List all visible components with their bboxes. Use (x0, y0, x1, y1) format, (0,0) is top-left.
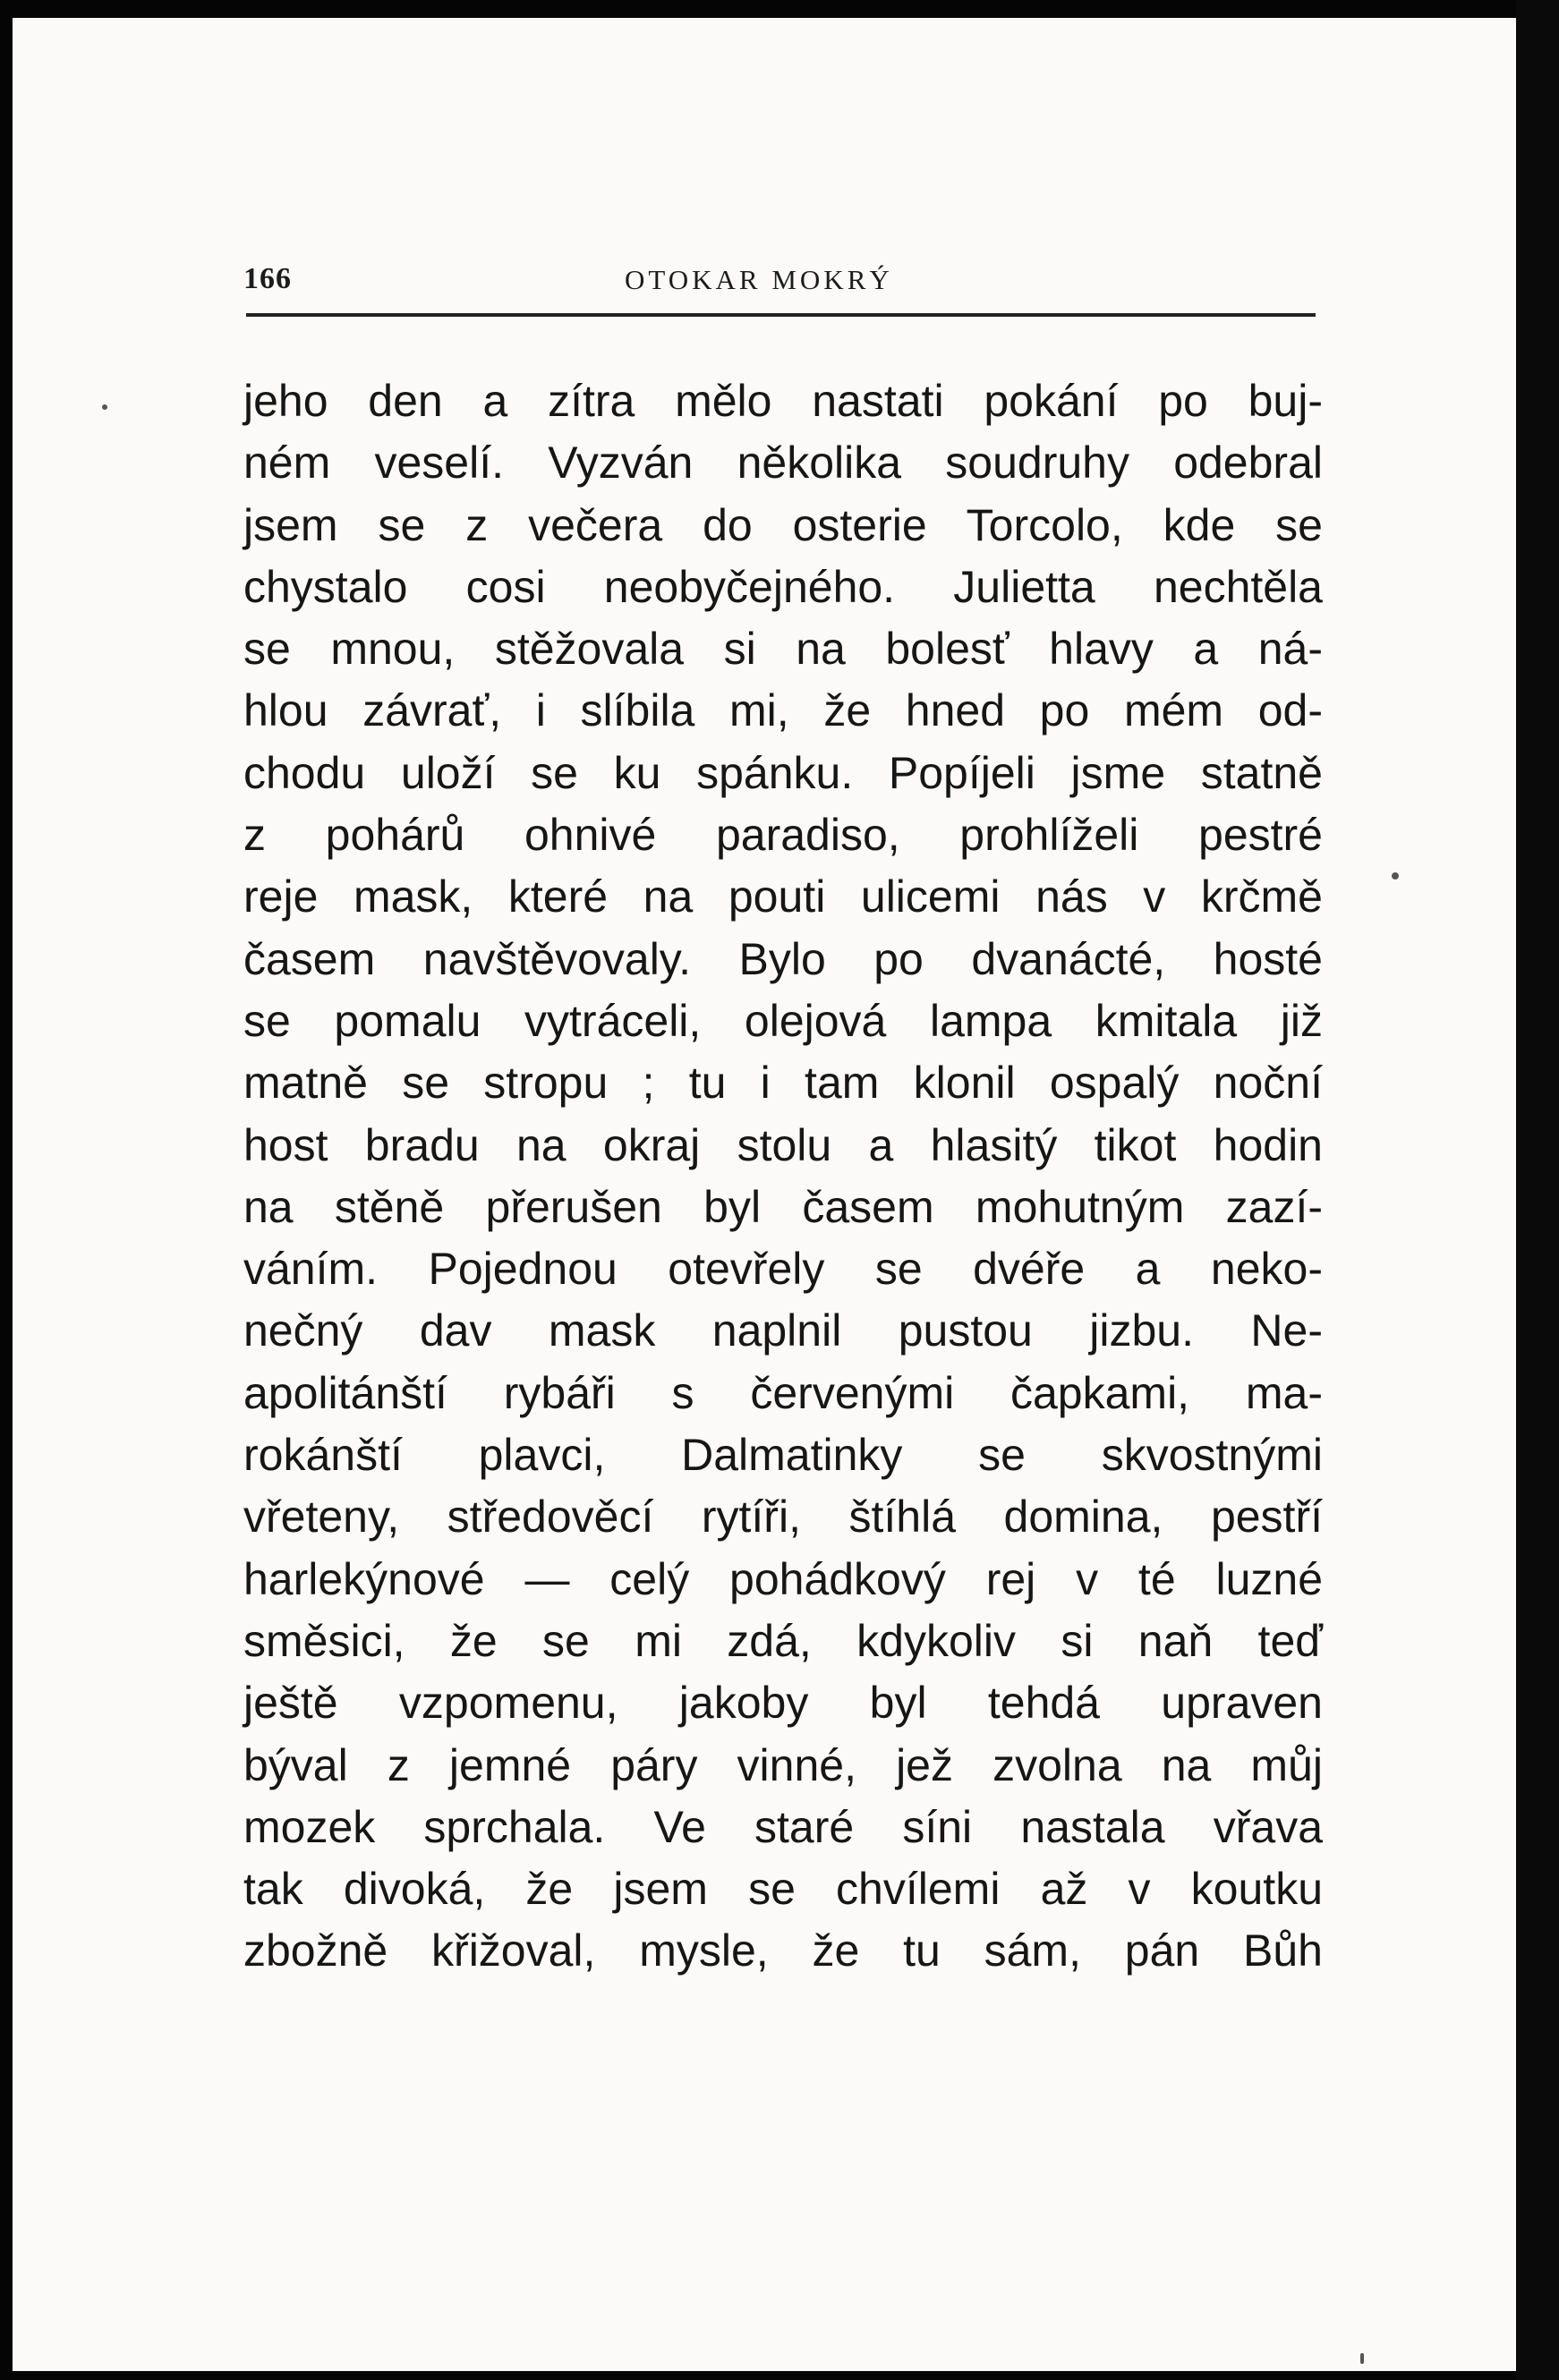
text-line: se mnou, stěžovala si na bolesť hlavy a ná- (243, 624, 1323, 675)
text-line: vřeteny, středověcí rytíři, štíhlá domina, pestří (243, 1492, 1323, 1543)
text-line: reje mask, které na pouti ulicemi nás v krčmě (243, 871, 1323, 922)
text-line: mozek sprchala. Ve staré síni nastala vřava (243, 1801, 1323, 1852)
text-line: apolitánští rybáři s červenými čapkami, ma- (243, 1367, 1323, 1418)
text-line: býval z jemné páry vinné, jež zvolna na můj (243, 1739, 1323, 1790)
text-line: ještě vzpomenu, jakoby byl tehdá upraven (243, 1678, 1323, 1729)
text-line: jsem se z večera do osterie Torcolo, kde se (243, 499, 1323, 550)
text-line: váním. Pojednou otevřely se dvéře a neko- (243, 1244, 1323, 1295)
scan-speck (1360, 2353, 1364, 2364)
running-head: OTOKAR MOKRÝ (625, 264, 893, 295)
text-line: host bradu na okraj stolu a hlasitý tikot hodin (243, 1119, 1323, 1170)
page-edge-shadow (1516, 0, 1559, 2380)
text-line: časem navštěvovaly. Bylo po dvanácté, hosté (243, 933, 1323, 984)
text-line: hlou závrať, i slíbila mi, že hned po mém od- (243, 685, 1323, 736)
text-line: nečný dav mask naplnil pustou jizbu. Ne- (243, 1305, 1323, 1356)
text-line: matně se stropu ; tu i tam klonil ospalý noční (243, 1058, 1323, 1109)
scan-speck (102, 404, 107, 410)
text-line: chystalo cosi neobyčejného. Julietta nechtěla (243, 561, 1323, 612)
page-number: 166 (243, 262, 292, 295)
text-line: ném veselí. Vyzván několika soudruhy odebral (243, 438, 1323, 489)
text-line: jeho den a zítra mělo nastati pokání po buj- (243, 376, 1323, 426)
text-line: rokánští plavci, Dalmatinky se skvostnými (243, 1430, 1323, 1481)
text-line: na stěně přerušen byl časem mohutným zazí- (243, 1181, 1323, 1232)
body-text (243, 370, 1323, 1983)
header-rule (246, 313, 1316, 317)
text-line: tak divoká, že jsem se chvílemi až v koutku (243, 1864, 1323, 1915)
text-line: směsici, že se mi zdá, kdykoliv si naň teď (243, 1615, 1323, 1666)
page-header (231, 255, 1316, 309)
text-line: z pohárů ohnivé paradiso, prohlíželi pestré (243, 810, 1323, 861)
text-line: harlekýnové — celý pohádkový rej v té luzné (243, 1553, 1323, 1604)
text-line: se pomalu vytráceli, olejová lampa kmitala již (243, 995, 1323, 1046)
text-line: chodu uloží se ku spánku. Popíjeli jsme statně (243, 747, 1323, 798)
scan-speck (1392, 872, 1399, 880)
text-line: zbožně křižoval, mysle, že tu sám, pán Bůh (243, 1925, 1323, 1976)
